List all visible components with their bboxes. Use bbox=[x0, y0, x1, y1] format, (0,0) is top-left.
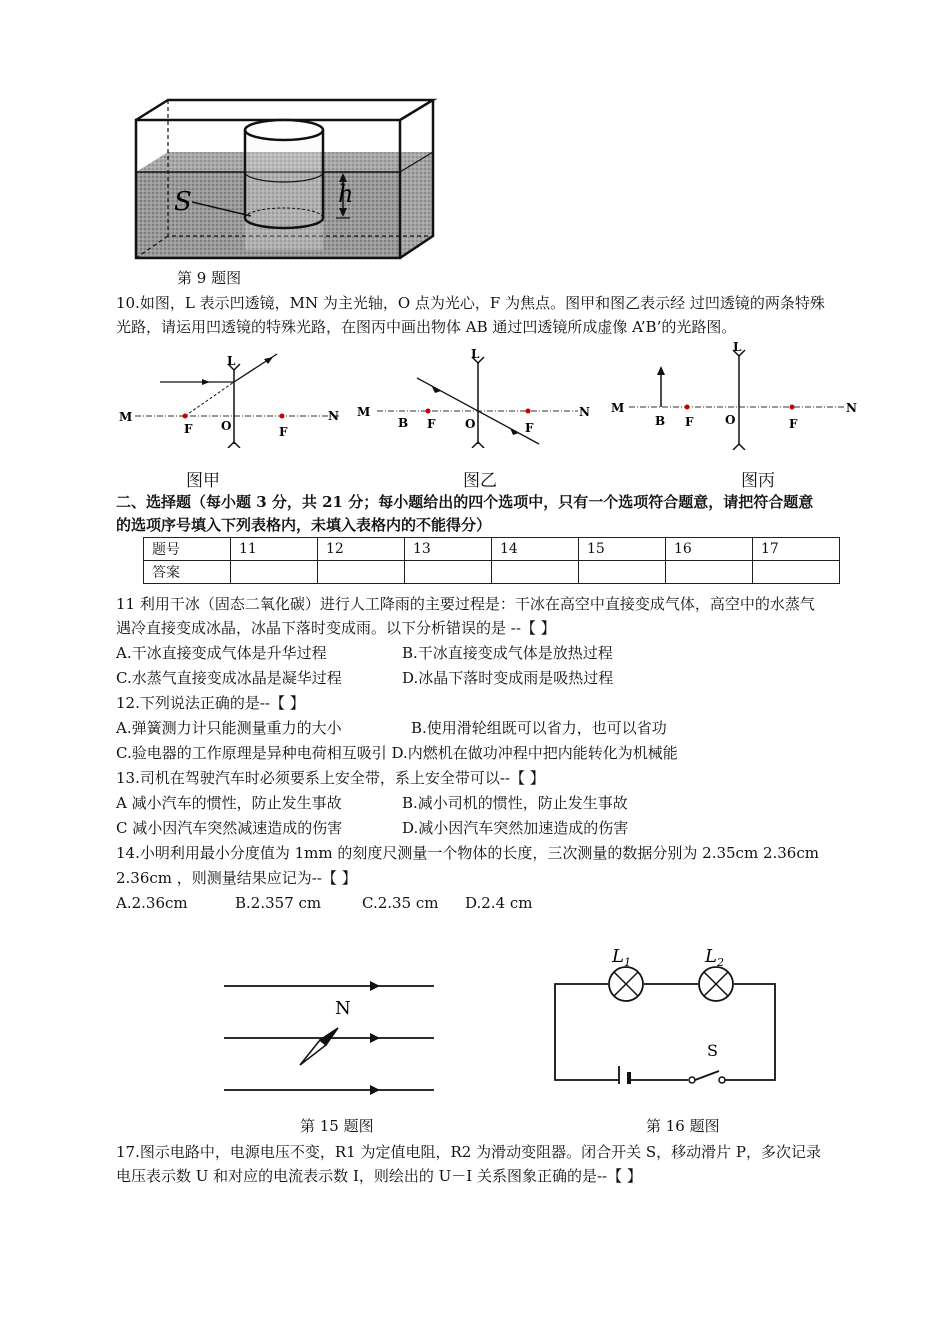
table-cell-number: 13 bbox=[405, 538, 492, 561]
table-cell-number: 14 bbox=[492, 538, 579, 561]
table-row-numbers bbox=[144, 538, 840, 561]
q12-stem: 12.下列说法正确的是--【 】 bbox=[116, 694, 305, 712]
section2-line1: 二、选择题（每小题 3 分，共 21 分；每小题给出的四个选项中，只有一个选项符合题意，请把符合题意 bbox=[116, 493, 814, 511]
fig9-label-h: h bbox=[338, 180, 354, 208]
answer-cell-17[interactable] bbox=[753, 561, 840, 584]
yi-label-m: M bbox=[357, 405, 371, 419]
table-cell-label: 题号 bbox=[144, 538, 231, 561]
bing-label-f2: F bbox=[789, 417, 798, 431]
bing-label-b: B bbox=[655, 414, 666, 428]
answer-table bbox=[143, 537, 840, 584]
q11-line1: 11 利用干冰（固态二氧化碳）进行人工降雨的主要过程是：干冰在高空中直接变成气体，高空中的水蒸气 bbox=[116, 595, 815, 613]
svg-text:L2 bbox=[704, 946, 724, 969]
yi-label-f2: F bbox=[525, 421, 534, 435]
q11-option-b: B.干冰直接变成气体是放热过程 bbox=[402, 644, 613, 662]
q17-line1: 17.图示电路中，电源电压不变，R1 为定值电阻，R2 为滑动变阻器。闭合开关 S，移动滑片 P，多次记录 bbox=[116, 1143, 821, 1161]
answer-cell-12[interactable] bbox=[318, 561, 405, 584]
fig16-caption: 第 16 题图 bbox=[646, 1117, 720, 1135]
fig15-diagram bbox=[220, 968, 438, 1098]
q11-option-d: D.冰晶下落时变成雨是吸热过程 bbox=[402, 669, 614, 687]
q14-line1: 14.小明利用最小分度值为 1mm 的刻度尺测量一个物体的长度，三次测量的数据分别为 2.35cm 2.36cm bbox=[116, 844, 819, 862]
fig9-diagram bbox=[128, 96, 448, 262]
yi-label-f1: F bbox=[427, 417, 436, 431]
q13-option-a: A 减小汽车的惯性，防止发生事故 bbox=[116, 794, 342, 812]
q17-line2: 电压表示数 U 和对应的电流表示数 I，则绘出的 U－I 关系图象正确的是--【 】 bbox=[116, 1167, 642, 1185]
table-cell-number: 11 bbox=[231, 538, 318, 561]
fig15-caption: 第 15 题图 bbox=[300, 1117, 374, 1135]
q14-option-a: A.2.36cm bbox=[116, 894, 188, 912]
lamp-l2 bbox=[699, 967, 733, 1001]
q14-option-c: C.2.35 cm bbox=[362, 894, 439, 912]
q11-option-a: A.干冰直接变成气体是升华过程 bbox=[116, 644, 327, 662]
jia-label-m: M bbox=[119, 410, 133, 424]
caption-yi: 图乙 bbox=[463, 471, 497, 491]
table-row-answers bbox=[144, 561, 840, 584]
answer-cell-13[interactable] bbox=[405, 561, 492, 584]
q11-line2: 遇冷直接变成冰晶，冰晶下落时变成雨。以下分析错误的是 --【 】 bbox=[116, 619, 556, 637]
fig9-caption: 第 9 题图 bbox=[177, 269, 242, 287]
lamp-l1 bbox=[609, 967, 643, 1001]
jia-label-o: O bbox=[221, 419, 232, 433]
bing-label-n: N bbox=[846, 401, 857, 415]
lens-diagram-jia bbox=[115, 348, 345, 448]
bing-label-l: L bbox=[733, 340, 742, 354]
yi-label-b: B bbox=[398, 416, 409, 430]
fig16-diagram bbox=[553, 944, 778, 1084]
answer-cell-16[interactable] bbox=[666, 561, 753, 584]
q14-option-d: D.2.4 cm bbox=[465, 894, 533, 912]
caption-jia: 图甲 bbox=[186, 471, 220, 491]
q13-option-b: B.减小司机的惯性，防止发生事故 bbox=[402, 794, 628, 812]
table-cell-number: 17 bbox=[753, 538, 840, 561]
fig16-label-l2: L bbox=[705, 946, 717, 967]
q11-option-c: C.水蒸气直接变成冰晶是凝华过程 bbox=[116, 669, 342, 687]
fig15-label-n: N bbox=[335, 998, 351, 1019]
lens-diagram-bing bbox=[607, 338, 865, 450]
yi-label-o: O bbox=[465, 417, 476, 431]
q12-option-cd: C.验电器的工作原理是异种电荷相互吸引 D.内燃机在做功冲程中把内能转化为机械能 bbox=[116, 744, 678, 762]
table-cell-number: 12 bbox=[318, 538, 405, 561]
svg-text:L1 bbox=[611, 946, 631, 969]
caption-bing: 图丙 bbox=[741, 471, 775, 491]
table-cell-number: 16 bbox=[666, 538, 753, 561]
fig16-label-s: S bbox=[707, 1041, 718, 1060]
answer-cell-14[interactable] bbox=[492, 561, 579, 584]
bing-label-f1: F bbox=[685, 415, 694, 429]
answer-cell-15[interactable] bbox=[579, 561, 666, 584]
q14-option-b: B.2.357 cm bbox=[235, 894, 322, 912]
jia-label-n: N bbox=[328, 409, 339, 423]
bing-label-o: O bbox=[725, 413, 736, 427]
yi-label-n: N bbox=[579, 405, 590, 419]
table-cell-label: 答案 bbox=[144, 561, 231, 584]
fig16-sub-l1: 1 bbox=[623, 956, 631, 969]
q13-option-c: C 减小因汽车突然减速造成的伤害 bbox=[116, 819, 343, 837]
bing-label-m: M bbox=[611, 401, 625, 415]
q10-line2: 光路，请运用凹透镜的特殊光路，在图丙中画出物体 AB 通过凹透镜所成虚像 A’B’的光路图。 bbox=[116, 318, 737, 336]
q10-line1: 10.如图，L 表示凹透镜，MN 为主光轴，O 点为光心，F 为焦点。图甲和图乙表示经 过凹透镜的两条特殊 bbox=[116, 294, 825, 312]
q13-stem: 13.司机在驾驶汽车时必须要系上安全带，系上安全带可以--【 】 bbox=[116, 769, 545, 787]
lens-diagram-yi bbox=[353, 345, 598, 448]
q12-option-a: A.弹簧测力计只能测量重力的大小 bbox=[116, 719, 342, 737]
q12-option-b: B.使用滑轮组既可以省力，也可以省功 bbox=[411, 719, 667, 737]
q13-option-d: D.减小因汽车突然加速造成的伤害 bbox=[402, 819, 629, 837]
fig16-sub-l2: 2 bbox=[716, 956, 724, 969]
table-cell-number: 15 bbox=[579, 538, 666, 561]
switch-s bbox=[689, 1077, 725, 1083]
answer-cell-11[interactable] bbox=[231, 561, 318, 584]
yi-label-l: L bbox=[471, 347, 480, 361]
jia-label-l: L bbox=[227, 354, 236, 368]
compass-needle bbox=[300, 1028, 338, 1065]
fig16-label-l1: L bbox=[612, 946, 624, 967]
section2-line2: 的选项序号填入下列表格内，未填入表格内的不能得分） bbox=[116, 516, 492, 534]
jia-label-f1: F bbox=[184, 422, 193, 436]
fig9-label-s: S bbox=[174, 187, 192, 217]
jia-label-f2: F bbox=[279, 425, 288, 439]
battery bbox=[619, 1066, 629, 1084]
q14-line2: 2.36cm ，则测量结果应记为--【 】 bbox=[116, 869, 357, 887]
